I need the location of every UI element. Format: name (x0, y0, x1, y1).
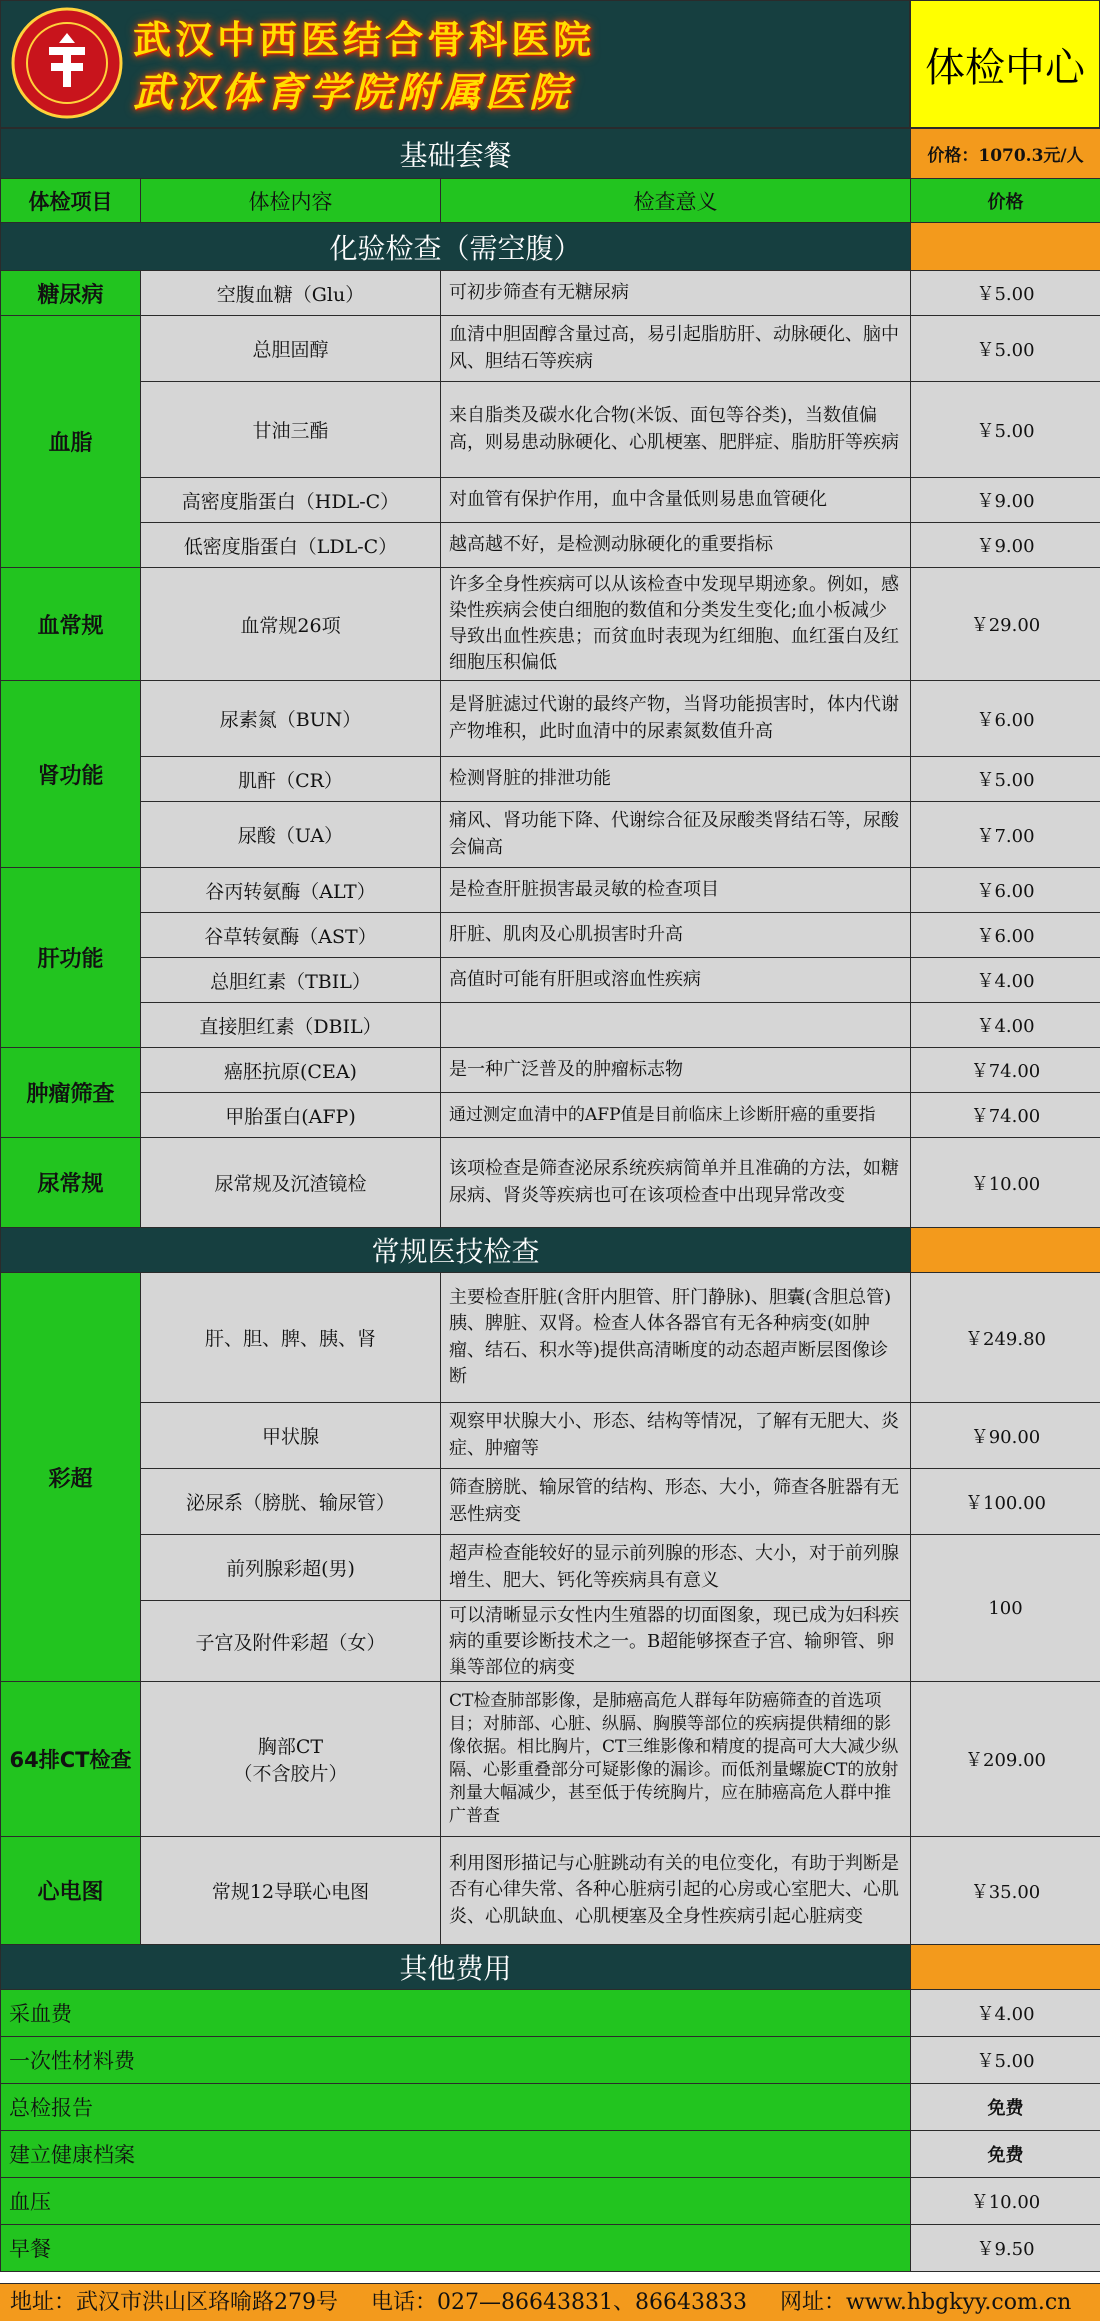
desc-cell: CT检查肺部影像，是肺癌高危人群每年防癌筛查的首选项目；对肺部、心脏、纵膈、胸膜等部位的疾病提供精细的影像依据。相比胸片，CT三维影像和精度的提高可大大减少纵隔、心影重叠部分可疑影像的漏诊。而低剂量螺旋CT的放射剂量大幅减少，甚至低于传统胸片，应在肺癌高危人群中推广普查 (441, 1682, 911, 1837)
price-cell: ￥5.00 (911, 271, 1100, 316)
item-cell: 前列腺彩超(男) (141, 1535, 441, 1601)
desc-text: 通过测定血清中的AFP值是目前临床上诊断肝癌的重要指 (449, 1104, 876, 1125)
package-price: 价格：1070.3元/人 (911, 129, 1100, 179)
fee-price: 免费 (911, 2131, 1100, 2178)
table-row (1, 1682, 1100, 1837)
table-row (1, 1837, 1100, 1945)
item-line: （不含胶片） (233, 1763, 348, 1785)
item-cell: 常规12导联心电图 (141, 1837, 441, 1945)
price-cell: ￥6.00 (911, 868, 1100, 913)
table-row (1, 1469, 1100, 1535)
hospital-name: 武汉中西医结合骨科医院 (133, 17, 596, 62)
table-row (1, 478, 1100, 523)
price-cell: 100 (911, 1535, 1100, 1682)
desc-cell: 筛查膀胱、输尿管的结构、形态、大小，筛查各脏器有无恶性病变 (441, 1469, 911, 1535)
desc-cell (441, 1601, 911, 1682)
category-cell: 彩超 (1, 1273, 141, 1682)
desc-cell: 痛风、肾功能下降、代谢综合征及尿酸类肾结石等，尿酸会偏高 (441, 802, 911, 868)
item-cell (141, 1682, 441, 1837)
footer-website[interactable]: 网址：www.hbgkyy.com.cn (779, 2290, 1072, 2315)
column-header: 检查意义 (441, 179, 911, 223)
fee-label: 采血费 (1, 1990, 911, 2037)
fee-row (1, 2037, 1100, 2084)
price-cell: ￥74.00 (911, 1093, 1100, 1138)
desc-cell: 该项检查是筛查泌尿系统疾病简单并且准确的方法，如糖尿病、肾炎等疾病也可在该项检查中出现异常改变 (441, 1138, 911, 1228)
table-row (1, 958, 1100, 1003)
item-cell: 肌酐（CR） (141, 757, 441, 802)
price-cell: ￥6.00 (911, 913, 1100, 958)
price-cell: ￥4.00 (911, 1003, 1100, 1048)
category-cell: 血脂 (1, 316, 141, 568)
fee-label: 血压 (1, 2178, 911, 2225)
category-cell: 糖尿病 (1, 271, 141, 316)
category-cell: 肾功能 (1, 681, 141, 868)
desc-cell: 肝脏、肌肉及心肌损害时升高 (441, 913, 911, 958)
contact-footer (0, 2283, 1100, 2321)
fee-row (1, 1990, 1100, 2037)
price-cell: ￥9.00 (911, 478, 1100, 523)
item-cell: 谷草转氨酶（AST） (141, 913, 441, 958)
desc-cell (441, 681, 911, 757)
item-cell: 高密度脂蛋白（HDL-C） (141, 478, 441, 523)
item-line: 胸部CT (257, 1736, 324, 1758)
fee-label: 一次性材料费 (1, 2037, 911, 2084)
fee-row (1, 2131, 1100, 2178)
category-cell: 尿常规 (1, 1138, 141, 1228)
price-cell: ￥10.00 (911, 1138, 1100, 1228)
table-row (1, 757, 1100, 802)
fee-row (1, 2178, 1100, 2225)
desc-cell: 血清中胆固醇含量过高，易引起脂肪肝、动脉硬化、脑中风、胆结石等疾病 (441, 316, 911, 382)
fee-price: 免费 (911, 2084, 1100, 2131)
item-cell: 甲状腺 (141, 1403, 441, 1469)
section-row-other (1, 1945, 1100, 1990)
desc-cell: 越高越不好，是检测动脉硬化的重要指标 (441, 523, 911, 568)
desc-cell: 许多全身性疾病可以从该检查中发现早期迹象。例如，感染性疾病会使白细胞的数值和分类发生变化;血小板减少导致出血性疾患；而贫血时表现为红细胞、血红蛋白及红细胞压积偏低 (441, 568, 911, 681)
table-row (1, 1138, 1100, 1228)
desc-cell: 对血管有保护作用，血中含量低则易患血管硬化 (441, 478, 911, 523)
price-cell: ￥35.00 (911, 1837, 1100, 1945)
package-name: 基础套餐 (1, 129, 911, 179)
desc-text: 可以清晰显示女性内生殖器的切面图象，现已成为妇科疾病的重要诊断技术之一。B超能够探查子宫、输卵管、卵巢等部位的病变 (449, 1605, 899, 1679)
item-cell: 尿酸（UA） (141, 802, 441, 868)
table-row (1, 382, 1100, 478)
desc-cell: 利用图形描记与心脏跳动有关的电位变化，有助于判断是否有心律失常、各种心脏病引起的心房或心室肥大、心肌炎、心肌缺血、心肌梗塞及全身性疾病引起心脏病变 (441, 1837, 911, 1945)
column-header: 体检内容 (141, 179, 441, 223)
fee-price: ￥9.50 (911, 2225, 1100, 2272)
desc-text: 是肾脏滤过代谢的最终产物，当肾功能损害时，体内代谢产物堆积，此时血清中的尿素氮数值升高 (449, 694, 899, 742)
footer-address: 地址：武汉市洪山区珞喻路279号 (10, 2290, 338, 2315)
center-badge: 体检中心 (910, 0, 1100, 128)
desc-cell: 主要检查肝脏(含肝内胆管、肝门静脉)、胆囊(含胆总管)胰、脾脏、双肾。检查人体各器官有无各种病变(如肿瘤、结石、积水等)提供高清晰度的动态超声断层图像诊断 (441, 1273, 911, 1403)
column-header-row (1, 179, 1100, 223)
fee-row (1, 2225, 1100, 2272)
section-row-lab (1, 223, 1100, 271)
item-cell: 空腹血糖（Glu） (141, 271, 441, 316)
price-cell: ￥9.00 (911, 523, 1100, 568)
price-cell: ￥29.00 (911, 568, 1100, 681)
price-cell: ￥209.00 (911, 1682, 1100, 1837)
item-cell: 总胆固醇 (141, 316, 441, 382)
item-cell: 总胆红素（TBIL） (141, 958, 441, 1003)
price-cell: ￥5.00 (911, 757, 1100, 802)
fee-price: ￥5.00 (911, 2037, 1100, 2084)
price-cell: ￥90.00 (911, 1403, 1100, 1469)
affiliated-hospital-name: 武汉体育学院附属医院 (133, 69, 573, 116)
hospital-seal-icon (11, 7, 123, 119)
fee-price: ￥10.00 (911, 2178, 1100, 2225)
table-row (1, 568, 1100, 681)
item-cell: 低密度脂蛋白（LDL-C） (141, 523, 441, 568)
table-row (1, 681, 1100, 757)
column-header: 价格 (911, 179, 1100, 223)
table-row (1, 868, 1100, 913)
section-title: 常规医技检查 (1, 1228, 911, 1273)
section-price-cell (911, 1228, 1100, 1273)
table-row (1, 1535, 1100, 1601)
category-cell: 血常规 (1, 568, 141, 681)
price-cell: ￥4.00 (911, 958, 1100, 1003)
item-cell: 癌胚抗原(CEA) (141, 1048, 441, 1093)
table-row (1, 523, 1100, 568)
section-title: 化验检查（需空腹） (1, 223, 911, 271)
fee-label: 建立健康档案 (1, 2131, 911, 2178)
table-row (1, 1093, 1100, 1138)
table-row (1, 1048, 1100, 1093)
price-cell: ￥7.00 (911, 802, 1100, 868)
hospital-banner (0, 0, 910, 128)
category-cell: 心电图 (1, 1837, 141, 1945)
table-row (1, 1403, 1100, 1469)
price-cell: ￥5.00 (911, 316, 1100, 382)
category-cell: 64排CT检查 (1, 1682, 141, 1837)
item-cell: 谷丙转氨酶（ALT） (141, 868, 441, 913)
item-cell: 泌尿系（膀胱、输尿管） (141, 1469, 441, 1535)
fee-label: 总检报告 (1, 2084, 911, 2131)
fee-row (1, 2084, 1100, 2131)
price-cell: ￥6.00 (911, 681, 1100, 757)
section-title: 其他费用 (1, 1945, 911, 1990)
table-row (1, 1003, 1100, 1048)
desc-cell: 是检查肝脏损害最灵敏的检查项目 (441, 868, 911, 913)
footer-phone: 电话：027—86643831、86643833 (371, 2290, 747, 2315)
desc-cell: 来自脂类及碳水化合物(米饭、面包等谷类)，当数值偏高，则易患动脉硬化、心肌梗塞、肥胖症、脂肪肝等疾病 (441, 382, 911, 478)
section-price-cell (911, 1945, 1100, 1990)
desc-cell: 检测肾脏的排泄功能 (441, 757, 911, 802)
item-cell: 子宫及附件彩超（女） (141, 1601, 441, 1682)
section-price-cell (911, 223, 1100, 271)
desc-cell: 高值时可能有肝胆或溶血性疾病 (441, 958, 911, 1003)
fee-price: ￥4.00 (911, 1990, 1100, 2037)
column-header: 体检项目 (1, 179, 141, 223)
table-row (1, 316, 1100, 382)
desc-cell: 观察甲状腺大小、形态、结构等情况，了解有无肥大、炎症、肿瘤等 (441, 1403, 911, 1469)
table-row (1, 1273, 1100, 1403)
price-cell: ￥100.00 (911, 1469, 1100, 1535)
item-cell: 直接胆红素（DBIL） (141, 1003, 441, 1048)
item-cell: 血常规26项 (141, 568, 441, 681)
item-cell: 甲胎蛋白(AFP) (141, 1093, 441, 1138)
item-cell: 肝、胆、脾、胰、肾 (141, 1273, 441, 1403)
desc-cell: 可初步筛查有无糖尿病 (441, 271, 911, 316)
table-row (1, 271, 1100, 316)
package-row (1, 129, 1100, 179)
desc-cell: 超声检查能较好的显示前列腺的形态、大小，对于前列腺增生、肥大、钙化等疾病具有意义 (441, 1535, 911, 1601)
table-row (1, 802, 1100, 868)
desc-cell (441, 1093, 911, 1138)
category-cell: 肿瘤筛查 (1, 1048, 141, 1138)
exam-table (0, 128, 1100, 2272)
table-row (1, 913, 1100, 958)
desc-cell: 是一种广泛普及的肿瘤标志物 (441, 1048, 911, 1093)
fee-label: 早餐 (1, 2225, 911, 2272)
desc-cell (441, 1003, 911, 1048)
sheet-header (0, 0, 1100, 128)
item-cell: 尿素氮（BUN） (141, 681, 441, 757)
section-row-imaging (1, 1228, 1100, 1273)
price-cell: ￥5.00 (911, 382, 1100, 478)
category-cell: 肝功能 (1, 868, 141, 1048)
item-cell: 甘油三酯 (141, 382, 441, 478)
price-cell: ￥249.80 (911, 1273, 1100, 1403)
item-cell: 尿常规及沉渣镜检 (141, 1138, 441, 1228)
price-cell: ￥74.00 (911, 1048, 1100, 1093)
